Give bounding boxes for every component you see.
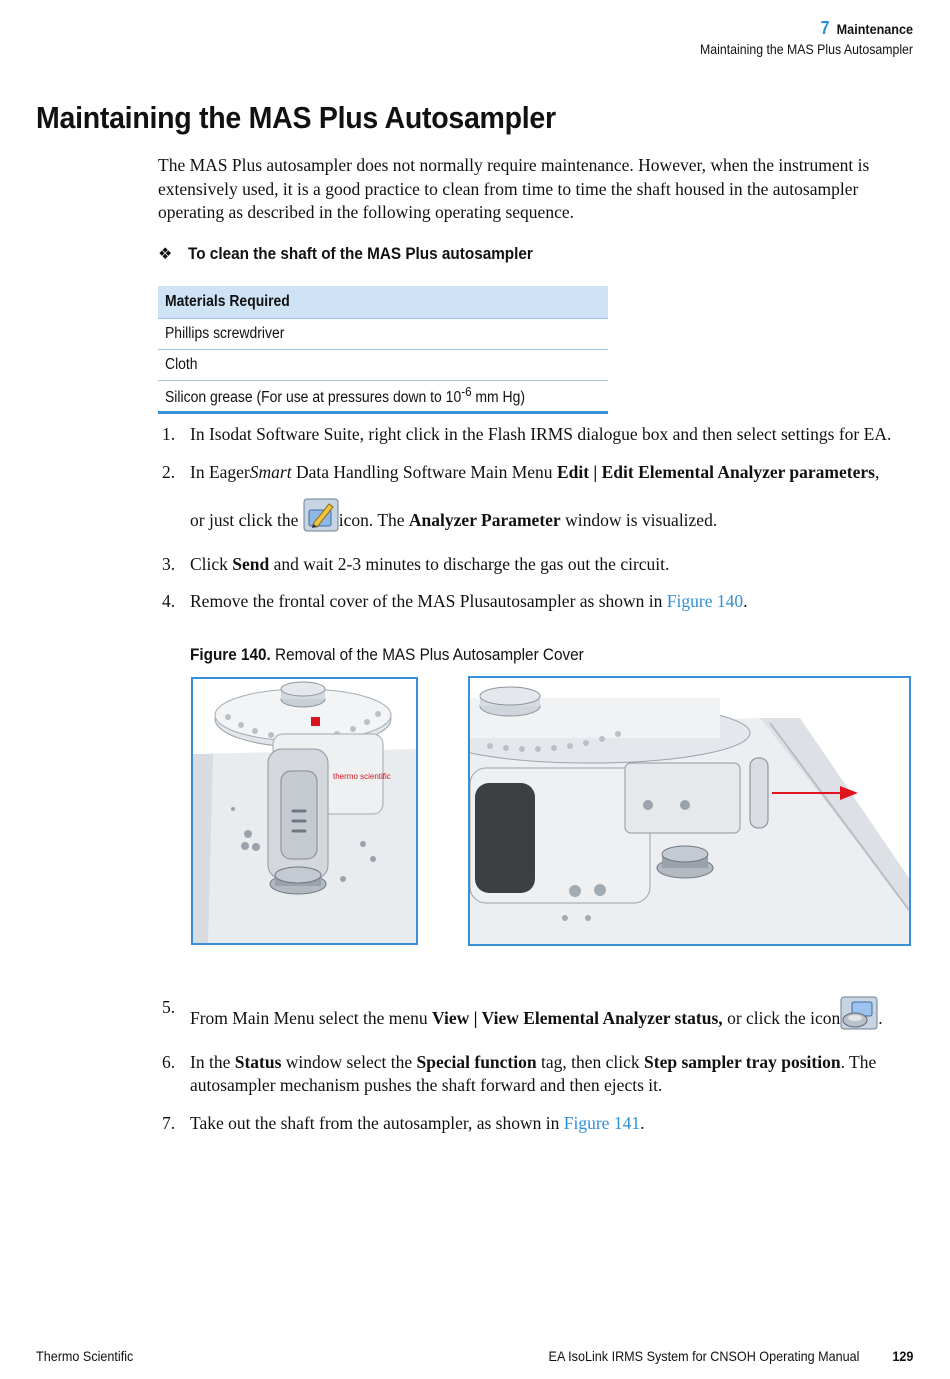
table-header-row [158, 286, 608, 319]
figure-caption: Figure 140. Removal of the MAS Plus Autosampler Cover [190, 645, 584, 664]
list-item: 3. Click Send and wait 2-3 minutes to discharge the gas out the circuit. [162, 553, 670, 574]
section-title: Maintaining the MAS Plus Autosampler [700, 41, 913, 57]
intro-paragraph: The MAS Plus autosampler does not normally require maintenance. However, when the instrument is extensively used, it is a good practice to clean from time to time the shaft housed in the autosampler operating as described in the following operating sequence. [158, 155, 870, 222]
running-header [671, 18, 913, 57]
brand-label: thermo scientific [333, 772, 391, 781]
chapter-heading [695, 18, 913, 39]
table-cell: Cloth [158, 350, 608, 381]
table-row [158, 350, 608, 381]
page-title: Maintaining the MAS Plus Autosampler [36, 100, 556, 135]
analyzer-status-icon[interactable] [840, 996, 878, 1037]
list-item: 2. In EagerSmart Data Handling Software Main Menu Edit | Edit Elemental Analyzer parameters, or just click the icon. The Analyzer Parameter window is visualized. [158, 461, 918, 539]
table-cell: Silicon grease (For use at pressures down to $10^{-6}$ mm Hg) [158, 381, 608, 413]
table-row [158, 319, 608, 350]
procedure-bullet-icon: ❖ [158, 246, 173, 263]
list-item: 1. In Isodat Software Suite, right click in the Flash IRMS dialogue box and then select settings for EA. [162, 424, 892, 444]
procedure-title: To clean the shaft of the MAS Plus autosampler [188, 244, 533, 263]
list-item: 5. From Main Menu select the menu View | View Elemental Analyzer status, or click the icon . [158, 996, 918, 1037]
exponent: -6 [461, 384, 472, 400]
figure-label: Figure 140. [190, 645, 271, 664]
steps-list-second [158, 996, 918, 1149]
chapter-number: 7 [820, 18, 830, 38]
figure-image-left [191, 677, 418, 945]
list-item: 7. Take out the shaft from the autosampler, as shown in Figure 141. [162, 1112, 645, 1133]
chapter-title: Maintenance [836, 21, 913, 37]
edit-parameters-icon[interactable] [303, 498, 339, 539]
figure-image-right [468, 676, 911, 946]
footer-company: Thermo Scientific [36, 1348, 134, 1364]
figure-141-link[interactable]: Figure 141 [563, 1112, 641, 1133]
steps-list-first [158, 423, 918, 628]
list-item: 4. Remove the frontal cover of the MAS Plusautosampler as shown in Figure 140. [162, 591, 748, 611]
procedure-heading [158, 244, 571, 264]
autosampler-front-illustration [193, 679, 416, 943]
materials-table [158, 286, 608, 414]
table-header-cell: Materials Required [158, 286, 608, 319]
figure-140-link[interactable]: Figure 140 [666, 591, 744, 611]
page-number: 129 [891, 1348, 913, 1364]
list-item: 6. In the Status window select the Special function tag, then click Step sampler tray position. The autosampler mechanism pushes the shaft forward and then ejects it. [162, 1051, 877, 1095]
table-row [158, 381, 608, 413]
table-cell: Phillips screwdriver [158, 319, 608, 350]
footer-manual-title: EA IsoLink IRMS System for CNSOH Operating Manual [548, 1348, 859, 1364]
autosampler-cover-removal-illustration [470, 678, 909, 944]
